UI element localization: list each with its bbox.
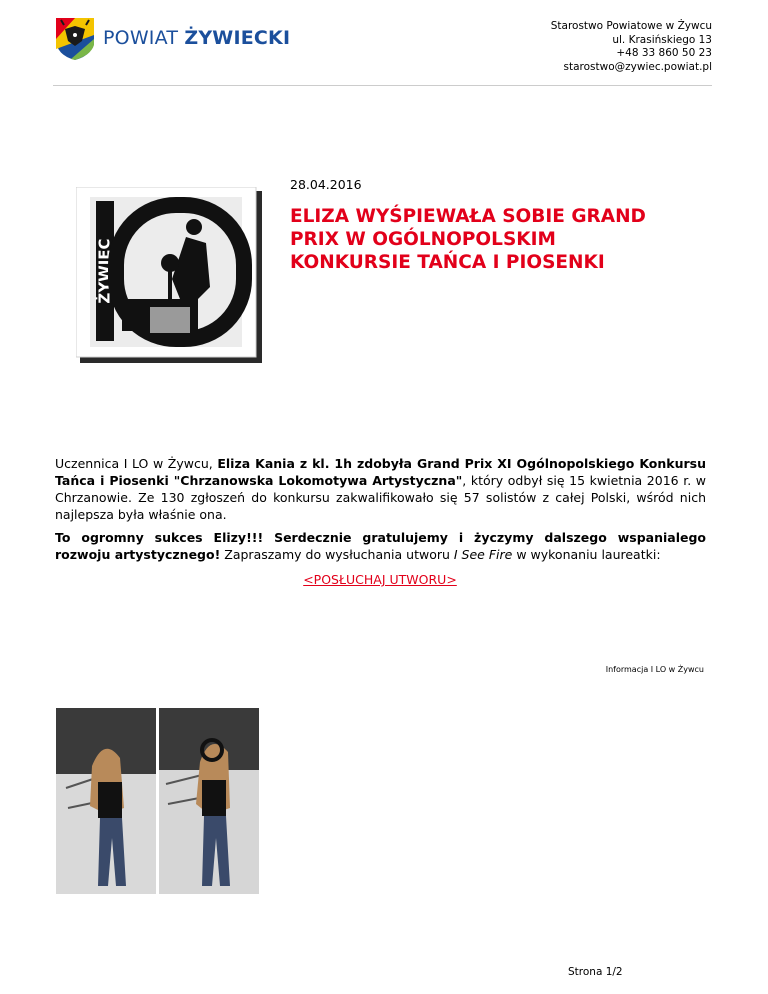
contact-block bbox=[551, 20, 712, 74]
singer-photo bbox=[56, 708, 259, 894]
office-email[interactable]: starostwo@zywiec.powiat.pl bbox=[563, 60, 712, 73]
header-divider bbox=[53, 85, 712, 86]
office-name: Starostwo Powiatowe w Żywcu bbox=[550, 20, 712, 32]
page-number: Strona 1/2 bbox=[568, 966, 623, 978]
office-address: ul. Krasińskiego 13 bbox=[612, 33, 712, 46]
coat-of-arms-icon bbox=[53, 15, 97, 61]
article-date: 28.04.2016 bbox=[290, 177, 362, 192]
source-note: Informacja I LO w Żywcu bbox=[605, 665, 704, 674]
article-paragraph-1: Uczennica I LO w Żywcu, Eliza Kania z kl. 1h zdobyła Grand Prix XI Ogólnopolskiego Konkursu Tańca i Piosenki "Chrzanowska Lokomotywa Artystyczna", który odbył się 15 kwietnia 2016 r. w Chrzanowie. Ze 130 zgłoszeń do konkursu zakwalifikowało się 57 solistów z całej Polski, wśród nich najlepsza była właśnie ona. bbox=[55, 456, 707, 522]
article-title: ELIZA WYŚPIEWAŁA SOBIE GRAND PRIX W OGÓLNOPOLSKIM KONKURSIE TAŃCA I PIOSENKI bbox=[290, 206, 646, 273]
powiat-logo[interactable] bbox=[53, 15, 293, 61]
school-logo-image bbox=[76, 187, 262, 363]
listen-link[interactable]: <POSŁUCHAJ UTWORU> bbox=[303, 572, 457, 587]
brand-name: POWIAT ŻYWIECKI bbox=[103, 27, 291, 49]
article-paragraph-2: To ogromny sukces Elizy!!! Serdecznie gratulujemy i życzymy dalszego wspanialego rozwoju artystycznego! Zapraszamy do wysłuchania utworu I See Fire w wykonaniu laureatki: bbox=[55, 530, 706, 562]
svg-text:ŻYWIEC: ŻYWIEC bbox=[95, 238, 114, 304]
listen-link-row bbox=[0, 572, 760, 587]
office-phone: +48 33 860 50 23 bbox=[616, 47, 712, 59]
